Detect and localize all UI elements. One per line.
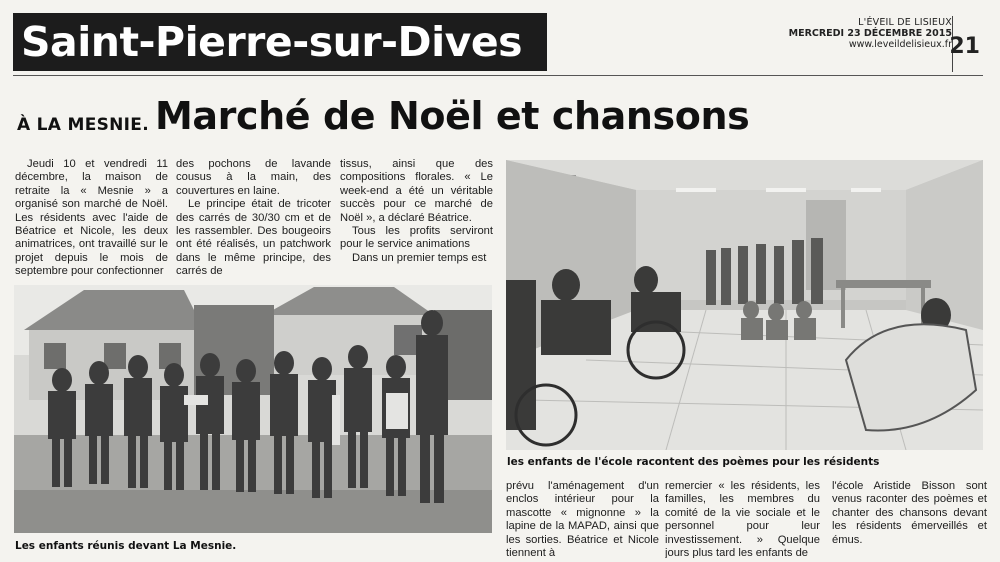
article-column-6 bbox=[832, 480, 987, 558]
article-kicker: À LA MESNIE. bbox=[17, 115, 149, 135]
right-photo-caption: les enfants de l'école racontent des poèmes pour les résidents bbox=[507, 456, 880, 468]
article-column-5 bbox=[665, 480, 820, 558]
paragraph: Jeudi 10 et vendredi 11 décembre, la maison de retraite la « Mesnie » a organisé son marché de Noël. Les résidents avec l'aide de Béatrice et Nicole, les deux animatrices, ont travaillé sur le projet depuis le mois de septembre pour confectionner bbox=[15, 158, 168, 276]
paragraph: des pochons de lavande cousus à la main, des couvertures en laine. bbox=[176, 158, 331, 197]
paragraph: Dans un premier temps est bbox=[352, 251, 487, 264]
article-column-1 bbox=[15, 158, 168, 276]
publication-website: www.leveildelisieux.fr bbox=[848, 39, 952, 50]
article-column-3 bbox=[340, 158, 493, 276]
paragraph: l'école Aristide Bisson sont venus raconter des poèmes et chanter des chansons devant les résidents émerveillés et émus. bbox=[832, 480, 987, 546]
left-photo-caption: Les enfants réunis devant La Mesnie. bbox=[15, 540, 237, 552]
paragraph: Le principe était de tricoter des carrés de 30/30 cm et de les rassembler. Des bougeoirs ont été réalisés, un patchwork dans le même principe, des carrés de bbox=[176, 198, 331, 276]
residents-room-photo bbox=[506, 160, 983, 450]
children-group-photo bbox=[14, 285, 492, 533]
paragraph: Tous les profits serviront pour le service animations bbox=[340, 225, 493, 251]
article-column-2 bbox=[176, 158, 331, 276]
children-group-illustration bbox=[14, 285, 492, 533]
residents-room-illustration bbox=[506, 160, 983, 450]
article-headline: Marché de Noël et chansons bbox=[155, 94, 750, 138]
article-column-4 bbox=[506, 480, 659, 558]
publication-date: MERCREDI 23 DÉCEMBRE 2015 bbox=[788, 28, 952, 39]
masthead bbox=[789, 17, 952, 50]
page-number: 21 bbox=[949, 34, 980, 59]
paragraph: tissus, ainsi que des compositions florales. « Le week-end a été un véritable succès pour ce marché de Noël », a déclaré Béatrice. bbox=[340, 158, 493, 224]
town-banner: Saint-Pierre-sur-Dives bbox=[13, 13, 547, 71]
header-rule bbox=[13, 75, 983, 76]
publication-name: L'ÉVEIL DE LISIEUX bbox=[858, 17, 952, 28]
paragraph: remercier « les résidents, les familles, les membres du comité de la vie sociale et le personnel pour leur investissement. » Quelque jours plus tard les enfants de bbox=[665, 480, 820, 558]
paragraph: prévu l'aménagement d'un enclos intérieur pour la mascotte « mignonne » la lapine de la MAPAD, ainsi que les sorties. Béatrice et Nicole tiennent à bbox=[506, 480, 659, 558]
